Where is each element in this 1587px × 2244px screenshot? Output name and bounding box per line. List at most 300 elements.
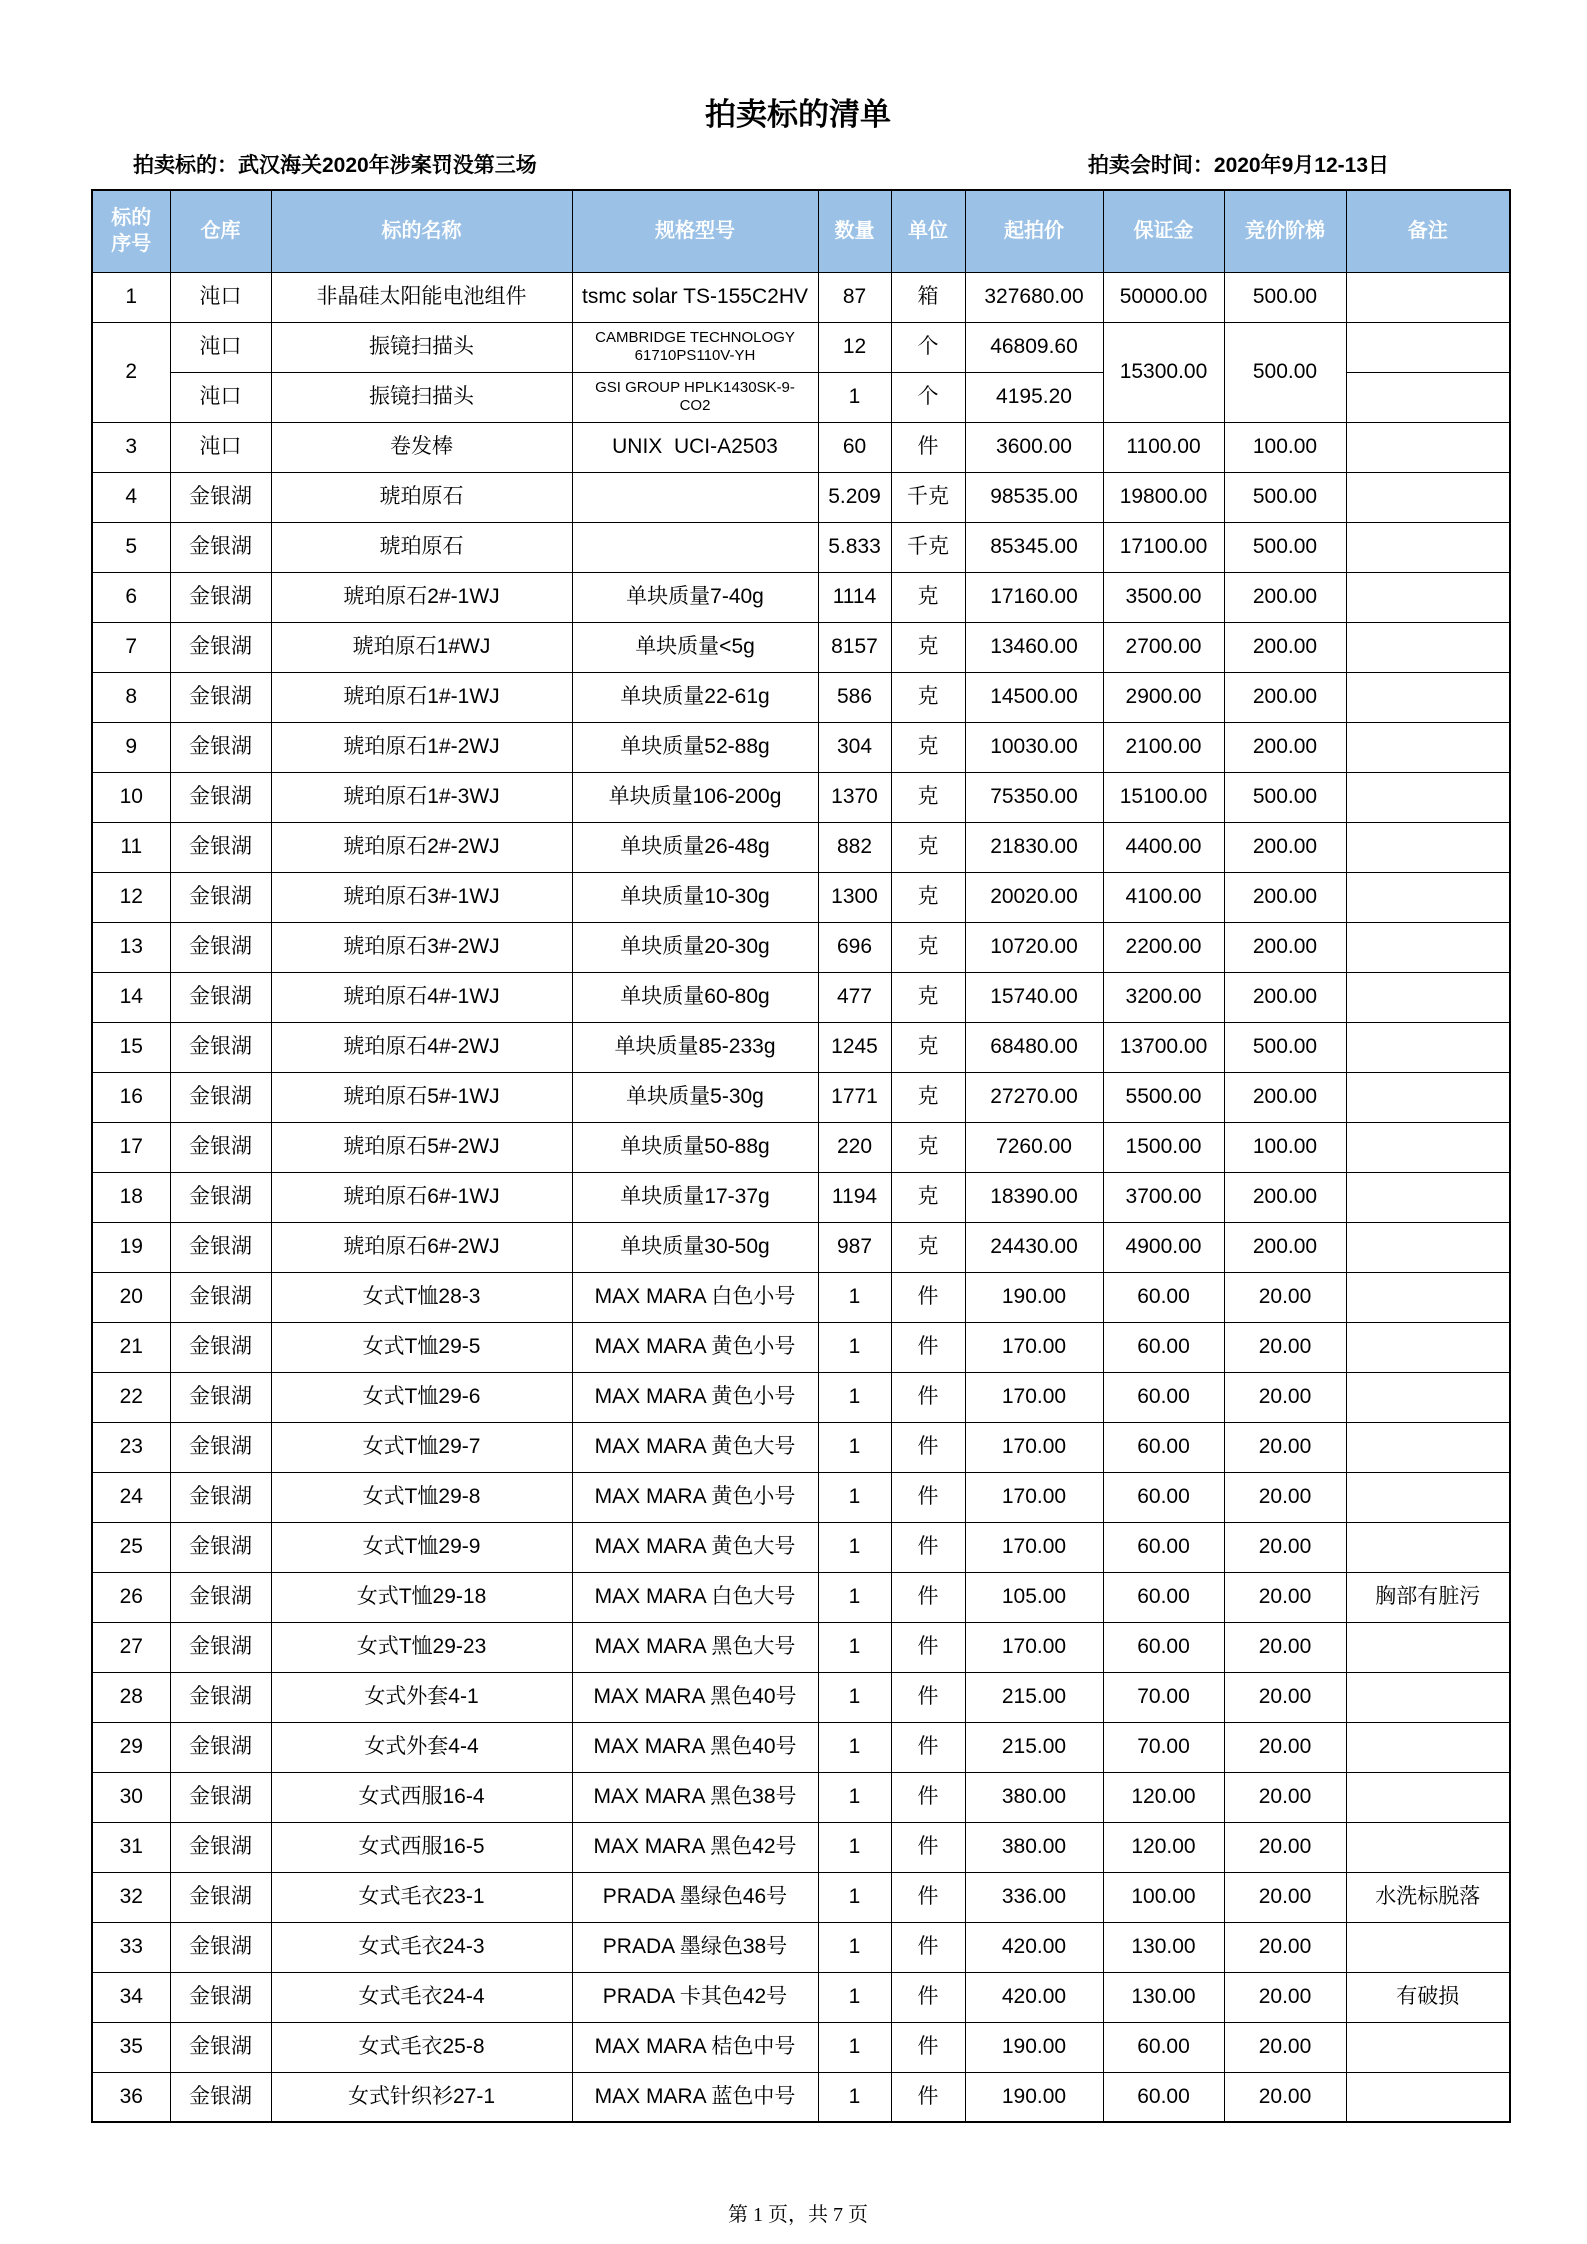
start-price-cell: 24430.00: [965, 1222, 1103, 1272]
start-price-cell: 420.00: [965, 1972, 1103, 2022]
warehouse-cell: 金银湖: [170, 872, 271, 922]
spec-cell: 单块质量<5g: [572, 622, 818, 672]
table-row: [92, 322, 1510, 372]
quantity-cell: 87: [818, 272, 891, 322]
item-name-cell: 女式毛衣24-3: [271, 1922, 572, 1972]
start-price-cell: 170.00: [965, 1522, 1103, 1572]
table-row: [92, 2022, 1510, 2072]
start-price-cell: 17160.00: [965, 572, 1103, 622]
table-row: [92, 1072, 1510, 1122]
spec-text: CAMBRIDGE TECHNOLOGY 61710PS110V-YH: [595, 328, 795, 364]
remarks-cell: [1346, 872, 1510, 922]
unit-cell: 克: [891, 772, 965, 822]
spec-cell: PRADA 墨绿色38号: [572, 1922, 818, 1972]
item-name-cell: 琥珀原石2#-1WJ: [271, 572, 572, 622]
quantity-cell: 1: [818, 1822, 891, 1872]
spec-cell: MAX MARA 黑色42号: [572, 1822, 818, 1872]
quantity-cell: 1: [818, 1622, 891, 1672]
warehouse-cell: 金银湖: [170, 1472, 271, 1522]
table-row: [92, 1172, 1510, 1222]
lot-number-cell: 16: [92, 1072, 170, 1122]
auction-time: [1088, 152, 1389, 180]
deposit-cell: 70.00: [1103, 1672, 1224, 1722]
remarks-cell: 胸部有脏污: [1346, 1572, 1510, 1622]
unit-cell: 件: [891, 1672, 965, 1722]
unit-cell: 个: [891, 322, 965, 372]
lot-number-cell: 25: [92, 1522, 170, 1572]
warehouse-cell: 金银湖: [170, 1022, 271, 1072]
remarks-cell: [1346, 1622, 1510, 1672]
spec-cell: MAX MARA 黄色大号: [572, 1522, 818, 1572]
header-unit: 单位: [891, 190, 965, 272]
unit-cell: 件: [891, 1622, 965, 1672]
lot-number-cell: 1: [92, 272, 170, 322]
start-price-cell: 7260.00: [965, 1122, 1103, 1172]
lot-number-cell: 5: [92, 522, 170, 572]
warehouse-cell: 金银湖: [170, 1572, 271, 1622]
warehouse-cell: 金银湖: [170, 1922, 271, 1972]
unit-cell: 件: [891, 2022, 965, 2072]
table-row: [92, 1722, 1510, 1772]
header-bid-increment: 竞价阶梯: [1224, 190, 1346, 272]
spec-cell: MAX MARA 白色小号: [572, 1272, 818, 1322]
start-price-cell: 380.00: [965, 1822, 1103, 1872]
deposit-cell: 15300.00: [1103, 322, 1224, 422]
quantity-cell: 1370: [818, 772, 891, 822]
remarks-cell: [1346, 1122, 1510, 1172]
spec-cell: 单块质量26-48g: [572, 822, 818, 872]
item-name-cell: 琥珀原石1#WJ: [271, 622, 572, 672]
warehouse-cell: 金银湖: [170, 1772, 271, 1822]
quantity-cell: 8157: [818, 622, 891, 672]
warehouse-cell: 金银湖: [170, 1622, 271, 1672]
lot-number-cell: 31: [92, 1822, 170, 1872]
spec-cell: 单块质量106-200g: [572, 772, 818, 822]
spec-cell: [572, 322, 818, 372]
quantity-cell: 1300: [818, 872, 891, 922]
remarks-cell: [1346, 1322, 1510, 1372]
item-name-cell: 琥珀原石2#-2WJ: [271, 822, 572, 872]
warehouse-cell: 金银湖: [170, 1872, 271, 1922]
deposit-cell: 2900.00: [1103, 672, 1224, 722]
warehouse-cell: 金银湖: [170, 1322, 271, 1372]
unit-cell: 件: [891, 1972, 965, 2022]
remarks-cell: [1346, 1722, 1510, 1772]
item-name-cell: 琥珀原石4#-1WJ: [271, 972, 572, 1022]
remarks-cell: [1346, 1072, 1510, 1122]
quantity-cell: 1: [818, 1772, 891, 1822]
remarks-cell: [1346, 472, 1510, 522]
item-name-cell: 女式T恤29-23: [271, 1622, 572, 1672]
bid-increment-cell: 20.00: [1224, 1622, 1346, 1672]
bid-increment-cell: 20.00: [1224, 2022, 1346, 2072]
spec-cell: 单块质量5-30g: [572, 1072, 818, 1122]
table-row: [92, 1972, 1510, 2022]
lot-number-cell: 14: [92, 972, 170, 1022]
spec-cell: MAX MARA 黑色40号: [572, 1672, 818, 1722]
spec-cell: [572, 472, 818, 522]
auction-subject-value: 武汉海关2020年涉案罚没第三场: [238, 154, 537, 177]
deposit-cell: 60.00: [1103, 1472, 1224, 1522]
start-price-cell: 215.00: [965, 1722, 1103, 1772]
bid-increment-cell: 20.00: [1224, 2072, 1346, 2122]
table-row: [92, 772, 1510, 822]
lot-number-cell: 13: [92, 922, 170, 972]
table-row: [92, 1822, 1510, 1872]
spec-cell: 单块质量30-50g: [572, 1222, 818, 1272]
unit-cell: 件: [891, 1772, 965, 1822]
warehouse-cell: 金银湖: [170, 1972, 271, 2022]
warehouse-cell: 金银湖: [170, 472, 271, 522]
spec-cell: PRADA 卡其色42号: [572, 1972, 818, 2022]
item-name-cell: 琥珀原石1#-3WJ: [271, 772, 572, 822]
lot-number-cell: 15: [92, 1022, 170, 1072]
remarks-cell: [1346, 372, 1510, 422]
quantity-cell: 1: [818, 372, 891, 422]
spec-cell: 单块质量17-37g: [572, 1172, 818, 1222]
bid-increment-cell: 20.00: [1224, 1422, 1346, 1472]
header-lot-number: [92, 190, 170, 272]
item-name-cell: 女式T恤29-8: [271, 1472, 572, 1522]
start-price-cell: 4195.20: [965, 372, 1103, 422]
quantity-cell: 1: [818, 1372, 891, 1422]
deposit-cell: 2100.00: [1103, 722, 1224, 772]
spec-text: GSI GROUP HPLK1430SK-9-CO2: [595, 378, 795, 414]
table-row: [92, 622, 1510, 672]
start-price-cell: 18390.00: [965, 1172, 1103, 1222]
auction-lots-table: [91, 189, 1511, 2123]
quantity-cell: 220: [818, 1122, 891, 1172]
lot-number-cell: 10: [92, 772, 170, 822]
warehouse-cell: 金银湖: [170, 1822, 271, 1872]
remarks-cell: [1346, 2072, 1510, 2122]
unit-cell: 克: [891, 672, 965, 722]
item-name-cell: 女式外套4-1: [271, 1672, 572, 1722]
item-name-cell: 非晶硅太阳能电池组件: [271, 272, 572, 322]
header-item-name: 标的名称: [271, 190, 572, 272]
table-row: [92, 272, 1510, 322]
table-row: [92, 1022, 1510, 1072]
lot-number-cell: 27: [92, 1622, 170, 1672]
deposit-cell: 1500.00: [1103, 1122, 1224, 1172]
lot-number-cell: 22: [92, 1372, 170, 1422]
lot-number-cell: 7: [92, 622, 170, 672]
lot-number-cell: 33: [92, 1922, 170, 1972]
start-price-cell: 10720.00: [965, 922, 1103, 972]
table-body: [92, 272, 1510, 2122]
lot-number-cell: 32: [92, 1872, 170, 1922]
bid-increment-cell: 200.00: [1224, 572, 1346, 622]
warehouse-cell: 沌口: [170, 322, 271, 372]
item-name-cell: 琥珀原石3#-1WJ: [271, 872, 572, 922]
remarks-cell: [1346, 1222, 1510, 1272]
unit-cell: 千克: [891, 522, 965, 572]
deposit-cell: 60.00: [1103, 2022, 1224, 2072]
table-row: [92, 872, 1510, 922]
item-name-cell: 女式西服16-5: [271, 1822, 572, 1872]
lot-number-cell: 9: [92, 722, 170, 772]
spec-cell: MAX MARA 白色大号: [572, 1572, 818, 1622]
auction-time-label: 拍卖会时间：: [1087, 154, 1214, 177]
remarks-cell: [1346, 1372, 1510, 1422]
warehouse-cell: 沌口: [170, 422, 271, 472]
warehouse-cell: 金银湖: [170, 1522, 271, 1572]
quantity-cell: 1: [818, 1922, 891, 1972]
start-price-cell: 27270.00: [965, 1072, 1103, 1122]
remarks-cell: [1346, 1022, 1510, 1072]
header-warehouse: 仓库: [170, 190, 271, 272]
unit-cell: 件: [891, 1722, 965, 1772]
start-price-cell: 170.00: [965, 1322, 1103, 1372]
deposit-cell: 60.00: [1103, 1522, 1224, 1572]
spec-cell: MAX MARA 黄色大号: [572, 1422, 818, 1472]
quantity-cell: 1: [818, 1872, 891, 1922]
lot-number-cell: 29: [92, 1722, 170, 1772]
spec-cell: [572, 372, 818, 422]
start-price-cell: 170.00: [965, 1472, 1103, 1522]
unit-cell: 件: [891, 1322, 965, 1372]
lot-number-cell: 3: [92, 422, 170, 472]
start-price-cell: 190.00: [965, 1272, 1103, 1322]
unit-cell: 件: [891, 1522, 965, 1572]
start-price-cell: 14500.00: [965, 672, 1103, 722]
spec-cell: UNIX UCI-A2503: [572, 422, 818, 472]
bid-increment-cell: 500.00: [1224, 1022, 1346, 1072]
lot-number-cell: 23: [92, 1422, 170, 1472]
item-name-cell: 琥珀原石5#-2WJ: [271, 1122, 572, 1172]
deposit-cell: 120.00: [1103, 1772, 1224, 1822]
spec-cell: 单块质量60-80g: [572, 972, 818, 1022]
item-name-cell: 琥珀原石4#-2WJ: [271, 1022, 572, 1072]
lot-number-cell: 34: [92, 1972, 170, 2022]
quantity-cell: 1: [818, 1972, 891, 2022]
item-name-cell: 琥珀原石6#-2WJ: [271, 1222, 572, 1272]
bid-increment-cell: 200.00: [1224, 872, 1346, 922]
quantity-cell: 987: [818, 1222, 891, 1272]
header-remarks: 备注: [1346, 190, 1510, 272]
bid-increment-cell: 500.00: [1224, 472, 1346, 522]
warehouse-cell: 金银湖: [170, 2072, 271, 2122]
warehouse-cell: 金银湖: [170, 1722, 271, 1772]
bid-increment-cell: 200.00: [1224, 1072, 1346, 1122]
item-name-cell: 琥珀原石: [271, 472, 572, 522]
start-price-cell: 13460.00: [965, 622, 1103, 672]
bid-increment-cell: 500.00: [1224, 522, 1346, 572]
warehouse-cell: 金银湖: [170, 822, 271, 872]
table-row: [92, 1272, 1510, 1322]
table-row: [92, 722, 1510, 772]
bid-increment-cell: 20.00: [1224, 1872, 1346, 1922]
deposit-cell: 60.00: [1103, 1422, 1224, 1472]
deposit-cell: 100.00: [1103, 1872, 1224, 1922]
unit-cell: 克: [891, 572, 965, 622]
start-price-cell: 215.00: [965, 1672, 1103, 1722]
spec-cell: 单块质量10-30g: [572, 872, 818, 922]
unit-cell: 件: [891, 1472, 965, 1522]
header-lot-number-line2: 序号: [111, 233, 152, 256]
table-row: [92, 1772, 1510, 1822]
bid-increment-cell: 20.00: [1224, 1322, 1346, 1372]
start-price-cell: 380.00: [965, 1772, 1103, 1822]
warehouse-cell: 金银湖: [170, 622, 271, 672]
quantity-cell: 5.833: [818, 522, 891, 572]
quantity-cell: 1194: [818, 1172, 891, 1222]
table-row: [92, 2072, 1510, 2122]
warehouse-cell: 金银湖: [170, 1672, 271, 1722]
spec-cell: MAX MARA 黄色小号: [572, 1322, 818, 1372]
start-price-cell: 85345.00: [965, 522, 1103, 572]
remarks-cell: [1346, 272, 1510, 322]
unit-cell: 克: [891, 972, 965, 1022]
item-name-cell: 女式针织衫27-1: [271, 2072, 572, 2122]
lot-number-cell: 2: [92, 322, 170, 422]
warehouse-cell: 沌口: [170, 372, 271, 422]
table-row: [92, 922, 1510, 972]
spec-cell: MAX MARA 黄色小号: [572, 1372, 818, 1422]
remarks-cell: [1346, 1822, 1510, 1872]
bid-increment-cell: 200.00: [1224, 1172, 1346, 1222]
item-name-cell: 振镜扫描头: [271, 322, 572, 372]
spec-cell: MAX MARA 黑色38号: [572, 1772, 818, 1822]
item-name-cell: 女式毛衣25-8: [271, 2022, 572, 2072]
table-row: [92, 1472, 1510, 1522]
item-name-cell: 女式T恤29-18: [271, 1572, 572, 1622]
remarks-cell: [1346, 522, 1510, 572]
start-price-cell: 170.00: [965, 1422, 1103, 1472]
deposit-cell: 17100.00: [1103, 522, 1224, 572]
item-name-cell: 琥珀原石6#-1WJ: [271, 1172, 572, 1222]
quantity-cell: 477: [818, 972, 891, 1022]
remarks-cell: [1346, 1172, 1510, 1222]
header-lot-number-line1: 标的: [111, 207, 152, 230]
remarks-cell: [1346, 2022, 1510, 2072]
item-name-cell: 琥珀原石5#-1WJ: [271, 1072, 572, 1122]
remarks-cell: [1346, 572, 1510, 622]
bid-increment-cell: 500.00: [1224, 322, 1346, 422]
warehouse-cell: 金银湖: [170, 1122, 271, 1172]
unit-cell: 个: [891, 372, 965, 422]
remarks-cell: [1346, 622, 1510, 672]
bid-increment-cell: 20.00: [1224, 1472, 1346, 1522]
bid-increment-cell: 20.00: [1224, 1772, 1346, 1822]
bid-increment-cell: 20.00: [1224, 1972, 1346, 2022]
quantity-cell: 1: [818, 1722, 891, 1772]
deposit-cell: 60.00: [1103, 1322, 1224, 1372]
item-name-cell: 琥珀原石3#-2WJ: [271, 922, 572, 972]
remarks-cell: [1346, 922, 1510, 972]
auction-time-value: 2020年9月12-13日: [1213, 154, 1389, 177]
table-header-row: [92, 190, 1510, 272]
start-price-cell: 20020.00: [965, 872, 1103, 922]
remarks-cell: [1346, 972, 1510, 1022]
start-price-cell: 420.00: [965, 1922, 1103, 1972]
lot-number-cell: 17: [92, 1122, 170, 1172]
spec-cell: MAX MARA 黄色小号: [572, 1472, 818, 1522]
bid-increment-cell: 20.00: [1224, 1272, 1346, 1322]
start-price-cell: 170.00: [965, 1372, 1103, 1422]
remarks-cell: [1346, 772, 1510, 822]
quantity-cell: 1245: [818, 1022, 891, 1072]
unit-cell: 件: [891, 1822, 965, 1872]
lot-number-cell: 28: [92, 1672, 170, 1722]
lot-number-cell: 35: [92, 2022, 170, 2072]
unit-cell: 克: [891, 822, 965, 872]
remarks-cell: [1346, 822, 1510, 872]
remarks-cell: [1346, 1472, 1510, 1522]
lot-number-cell: 11: [92, 822, 170, 872]
unit-cell: 克: [891, 872, 965, 922]
remarks-cell: [1346, 1772, 1510, 1822]
remarks-cell: [1346, 722, 1510, 772]
start-price-cell: 75350.00: [965, 772, 1103, 822]
remarks-cell: [1346, 1522, 1510, 1572]
remarks-cell: [1346, 1422, 1510, 1472]
spec-cell: 单块质量7-40g: [572, 572, 818, 622]
warehouse-cell: 金银湖: [170, 2022, 271, 2072]
unit-cell: 克: [891, 922, 965, 972]
item-name-cell: 女式外套4-4: [271, 1722, 572, 1772]
table-row: [92, 1122, 1510, 1172]
lot-number-cell: 8: [92, 672, 170, 722]
lot-number-cell: 30: [92, 1772, 170, 1822]
unit-cell: 件: [891, 2072, 965, 2122]
spec-cell: 单块质量50-88g: [572, 1122, 818, 1172]
table-row: [92, 1322, 1510, 1372]
warehouse-cell: 金银湖: [170, 1422, 271, 1472]
warehouse-cell: 金银湖: [170, 922, 271, 972]
quantity-cell: 1771: [818, 1072, 891, 1122]
quantity-cell: 696: [818, 922, 891, 972]
table-row: [92, 522, 1510, 572]
quantity-cell: 1: [818, 2072, 891, 2122]
deposit-cell: 130.00: [1103, 1972, 1224, 2022]
bid-increment-cell: 200.00: [1224, 672, 1346, 722]
spec-cell: MAX MARA 黑色大号: [572, 1622, 818, 1672]
remarks-cell: 水洗标脱落: [1346, 1872, 1510, 1922]
item-name-cell: 卷发棒: [271, 422, 572, 472]
bid-increment-cell: 200.00: [1224, 1222, 1346, 1272]
unit-cell: 箱: [891, 272, 965, 322]
deposit-cell: 60.00: [1103, 1372, 1224, 1422]
table-row: [92, 822, 1510, 872]
unit-cell: 件: [891, 1572, 965, 1622]
warehouse-cell: 金银湖: [170, 1222, 271, 1272]
warehouse-cell: 金银湖: [170, 1072, 271, 1122]
table-row: [92, 1922, 1510, 1972]
remarks-cell: [1346, 422, 1510, 472]
spec-cell: 单块质量52-88g: [572, 722, 818, 772]
table-row: [92, 572, 1510, 622]
remarks-cell: [1346, 1922, 1510, 1972]
start-price-cell: 327680.00: [965, 272, 1103, 322]
deposit-cell: 50000.00: [1103, 272, 1224, 322]
item-name-cell: 琥珀原石: [271, 522, 572, 572]
auction-subject: [133, 152, 537, 180]
lot-number-cell: 12: [92, 872, 170, 922]
start-price-cell: 68480.00: [965, 1022, 1103, 1072]
deposit-cell: 5500.00: [1103, 1072, 1224, 1122]
lot-number-cell: 20: [92, 1272, 170, 1322]
warehouse-cell: 金银湖: [170, 1372, 271, 1422]
quantity-cell: 5.209: [818, 472, 891, 522]
spec-cell: MAX MARA 黑色40号: [572, 1722, 818, 1772]
deposit-cell: 60.00: [1103, 1272, 1224, 1322]
spec-cell: MAX MARA 桔色中号: [572, 2022, 818, 2072]
start-price-cell: 190.00: [965, 2022, 1103, 2072]
deposit-cell: 4900.00: [1103, 1222, 1224, 1272]
warehouse-cell: 金银湖: [170, 572, 271, 622]
quantity-cell: 304: [818, 722, 891, 772]
